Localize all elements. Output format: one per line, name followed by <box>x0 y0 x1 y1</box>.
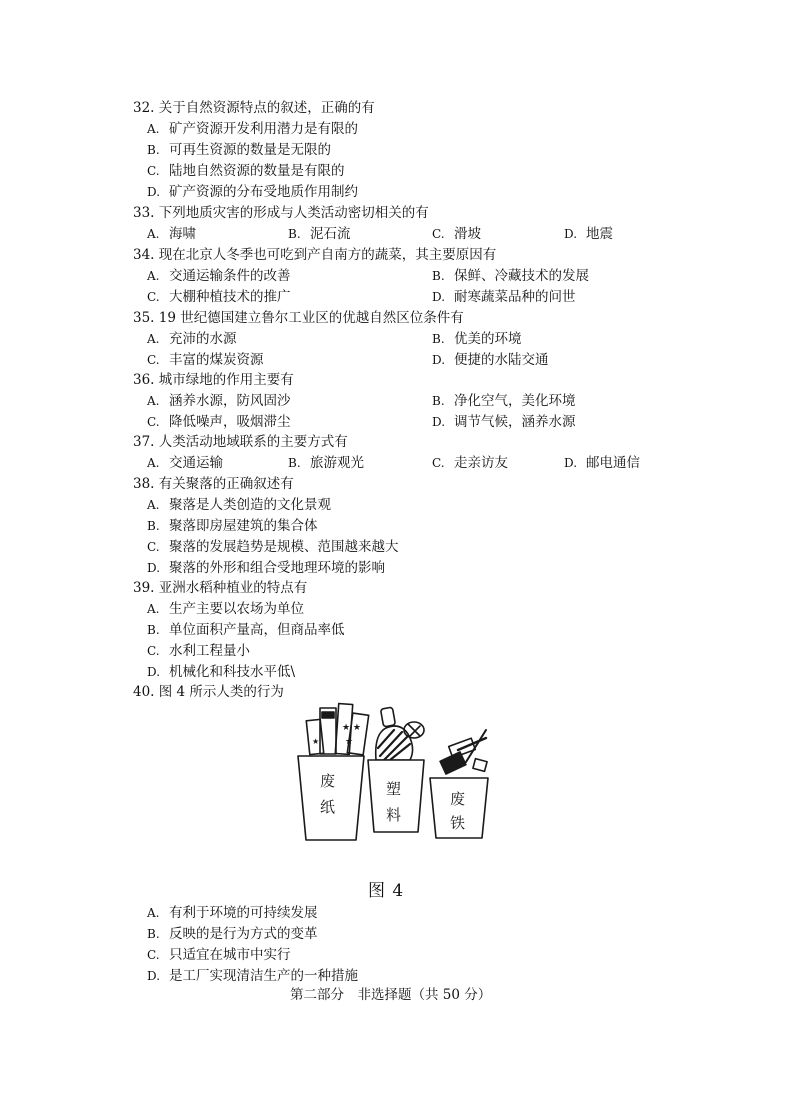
question-38-stem: 38. 有关聚落的正确叙述有 <box>133 476 294 492</box>
question-34-option-a: A. 交通运输条件的改善 <box>147 268 291 284</box>
question-32-option-a: A. 矿产资源开发利用潜力是有限的 <box>147 121 358 137</box>
question-37-option-d: D. 邮电通信 <box>564 455 640 471</box>
question-38-option-b: B. 聚落即房屋建筑的集合体 <box>147 518 318 534</box>
scrap-iron-bin <box>430 778 488 838</box>
waste-paper-bin <box>298 756 364 840</box>
question-33-option-d: D. 地震 <box>564 226 613 242</box>
question-38-option-c: C. 聚落的发展趋势是规模、范围越来越大 <box>147 539 399 555</box>
question-36-option-b: B. 净化空气，美化环境 <box>432 393 576 409</box>
question-39-stem: 39. 亚洲水稻种植业的特点有 <box>133 580 308 596</box>
question-33-option-a: A. 海啸 <box>147 226 196 242</box>
scrap-iron-contents <box>440 730 487 774</box>
question-32-option-b: B. 可再生资源的数量是无限的 <box>147 142 331 158</box>
svg-text:废: 废 <box>320 772 336 790</box>
question-40-option-a: A. 有利于环境的可持续发展 <box>147 905 318 921</box>
figure-caption: 图 4 <box>368 881 405 901</box>
recycling-bins-figure <box>290 700 500 850</box>
svg-text:废: 废 <box>450 790 466 808</box>
svg-text:★: ★ <box>312 737 320 746</box>
question-32-option-c: C. 陆地自然资源的数量是有限的 <box>147 163 345 179</box>
question-37-option-a: A. 交通运输 <box>147 455 223 471</box>
section-heading: 第二部分 非选择题（共 50 分） <box>290 987 492 1003</box>
question-34-option-c: C. 大棚种植技术的推广 <box>147 289 291 305</box>
plastic-contents <box>376 707 424 760</box>
question-37-stem: 37. 人类活动地域联系的主要方式有 <box>133 434 348 450</box>
question-39-option-c: C. 水利工程量小 <box>147 643 250 659</box>
question-33-option-b: B. 泥石流 <box>288 226 351 242</box>
question-40-option-d: D. 是工厂实现清洁生产的一种措施 <box>147 968 358 984</box>
question-34-stem: 34. 现在北京人冬季也可吃到产自南方的蔬菜，其主要原因有 <box>133 247 497 263</box>
question-35-option-d: D. 便捷的水陆交通 <box>432 352 549 368</box>
question-33-stem: 33. 下列地质灾害的形成与人类活动密切相关的有 <box>133 205 429 221</box>
question-36-option-a: A. 涵养水源，防风固沙 <box>147 393 291 409</box>
question-32-stem: 32. 关于自然资源特点的叙述，正确的有 <box>133 100 375 116</box>
question-38-option-d: D. 聚落的外形和组合受地理环境的影响 <box>147 560 385 576</box>
plastic-bin <box>368 760 424 832</box>
question-32-option-d: D. 矿产资源的分布受地质作用制约 <box>147 184 358 200</box>
question-35-option-a: A. 充沛的水源 <box>147 331 237 347</box>
question-40-option-c: C. 只适宜在城市中实行 <box>147 947 291 963</box>
question-40-option-b: B. 反映的是行为方式的变革 <box>147 926 318 942</box>
question-39-option-b: B. 单位面积产量高，但商品率低 <box>147 622 345 638</box>
question-37-option-c: C. 走亲访友 <box>432 455 508 471</box>
question-40-stem: 40. 图 4 所示人类的行为 <box>133 684 284 700</box>
svg-text:铁: 铁 <box>450 814 466 832</box>
svg-text:塑: 塑 <box>386 780 402 798</box>
question-39-option-d: D. 机械化和科技水平低\ <box>147 664 296 680</box>
question-33-option-c: C. 滑坡 <box>432 226 481 242</box>
question-34-option-b: B. 保鲜、冷藏技术的发展 <box>432 268 589 284</box>
question-35-option-c: C. 丰富的煤炭资源 <box>147 352 264 368</box>
question-35-option-b: B. 优美的环境 <box>432 331 522 347</box>
question-37-option-b: B. 旅游观光 <box>288 455 364 471</box>
question-38-option-a: A. 聚落是人类创造的文化景观 <box>147 497 331 513</box>
question-35-stem: 35. 19 世纪德国建立鲁尔工业区的优越自然区位条件有 <box>133 310 464 326</box>
question-39-option-a: A. 生产主要以农场为单位 <box>147 601 304 617</box>
question-36-option-d: D. 调节气候，涵养水源 <box>432 414 576 430</box>
waste-paper-contents <box>306 704 368 755</box>
svg-text:料: 料 <box>386 806 402 824</box>
svg-text:★: ★ <box>345 737 354 747</box>
question-36-option-c: C. 降低噪声，吸烟滞尘 <box>147 414 291 430</box>
svg-text:★ ★: ★ ★ <box>342 723 361 733</box>
question-34-option-d: D. 耐寒蔬菜品种的问世 <box>432 289 576 305</box>
question-36-stem: 36. 城市绿地的作用主要有 <box>133 372 294 388</box>
svg-text:纸: 纸 <box>320 798 336 816</box>
